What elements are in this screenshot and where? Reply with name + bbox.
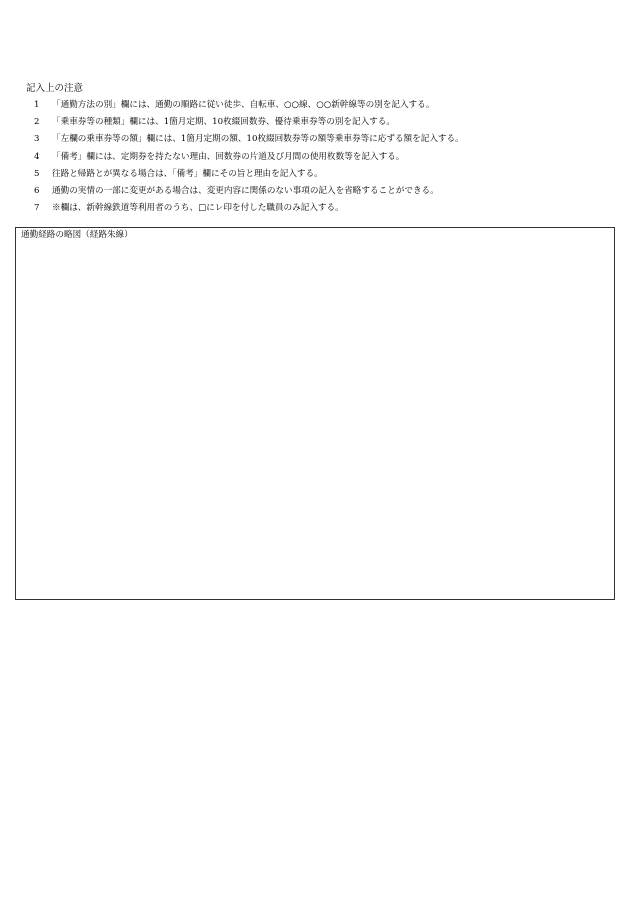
instructions-list	[26, 98, 616, 218]
instruction-number: 2	[34, 117, 40, 128]
instruction-number: 5	[34, 168, 40, 179]
instruction-text: 「乗車券等の種類」欄には、1箇月定期、10枚綴回数券、優待乗車券等の別を記入する。	[52, 117, 395, 128]
filling-instructions	[26, 81, 616, 218]
instruction-item-5	[26, 167, 616, 184]
instruction-text: 通勤の実情の一部に変更がある場合は、変更内容に関係のない事項の記入を省略することができる。	[52, 185, 439, 196]
instruction-text: ※欄は、新幹線鉄道等利用者のうち、□にレ印を付した職員のみ記入する。	[52, 203, 344, 214]
instruction-item-7	[26, 201, 616, 218]
instruction-text: 「通勤方法の別」欄には、通勤の順路に従い徒歩、自転車、○○線、○○新幹線等の別を記入する。	[52, 100, 435, 110]
instruction-text: 「左欄の乗車券等の額」欄には、1箇月定期の額、10枚綴回数券等の額等乗車券等に応ずる額を記入する。	[52, 134, 464, 145]
instruction-item-3	[26, 132, 616, 149]
commute-route-map-box[interactable]	[15, 227, 615, 600]
instruction-number: 4	[34, 151, 40, 162]
instruction-item-4	[26, 150, 616, 167]
instruction-number: 3	[34, 134, 40, 145]
instruction-text: 往路と帰路とが異なる場合は、「備考」欄にその旨と理由を記入する。	[52, 168, 323, 179]
instruction-number: 7	[34, 203, 40, 214]
instruction-text: 「備考」欄には、定期券を持たない理由、回数券の片道及び月間の使用枚数等を記入する。	[52, 151, 405, 162]
instruction-item-2	[26, 115, 616, 132]
instruction-item-6	[26, 184, 616, 201]
instruction-number: 1	[34, 100, 40, 110]
instruction-item-1	[26, 98, 616, 115]
route-map-title: 通勤経路の略図（経路朱線）	[21, 230, 133, 240]
instructions-heading: 記入上の注意	[26, 83, 84, 94]
instruction-number: 6	[34, 185, 40, 196]
